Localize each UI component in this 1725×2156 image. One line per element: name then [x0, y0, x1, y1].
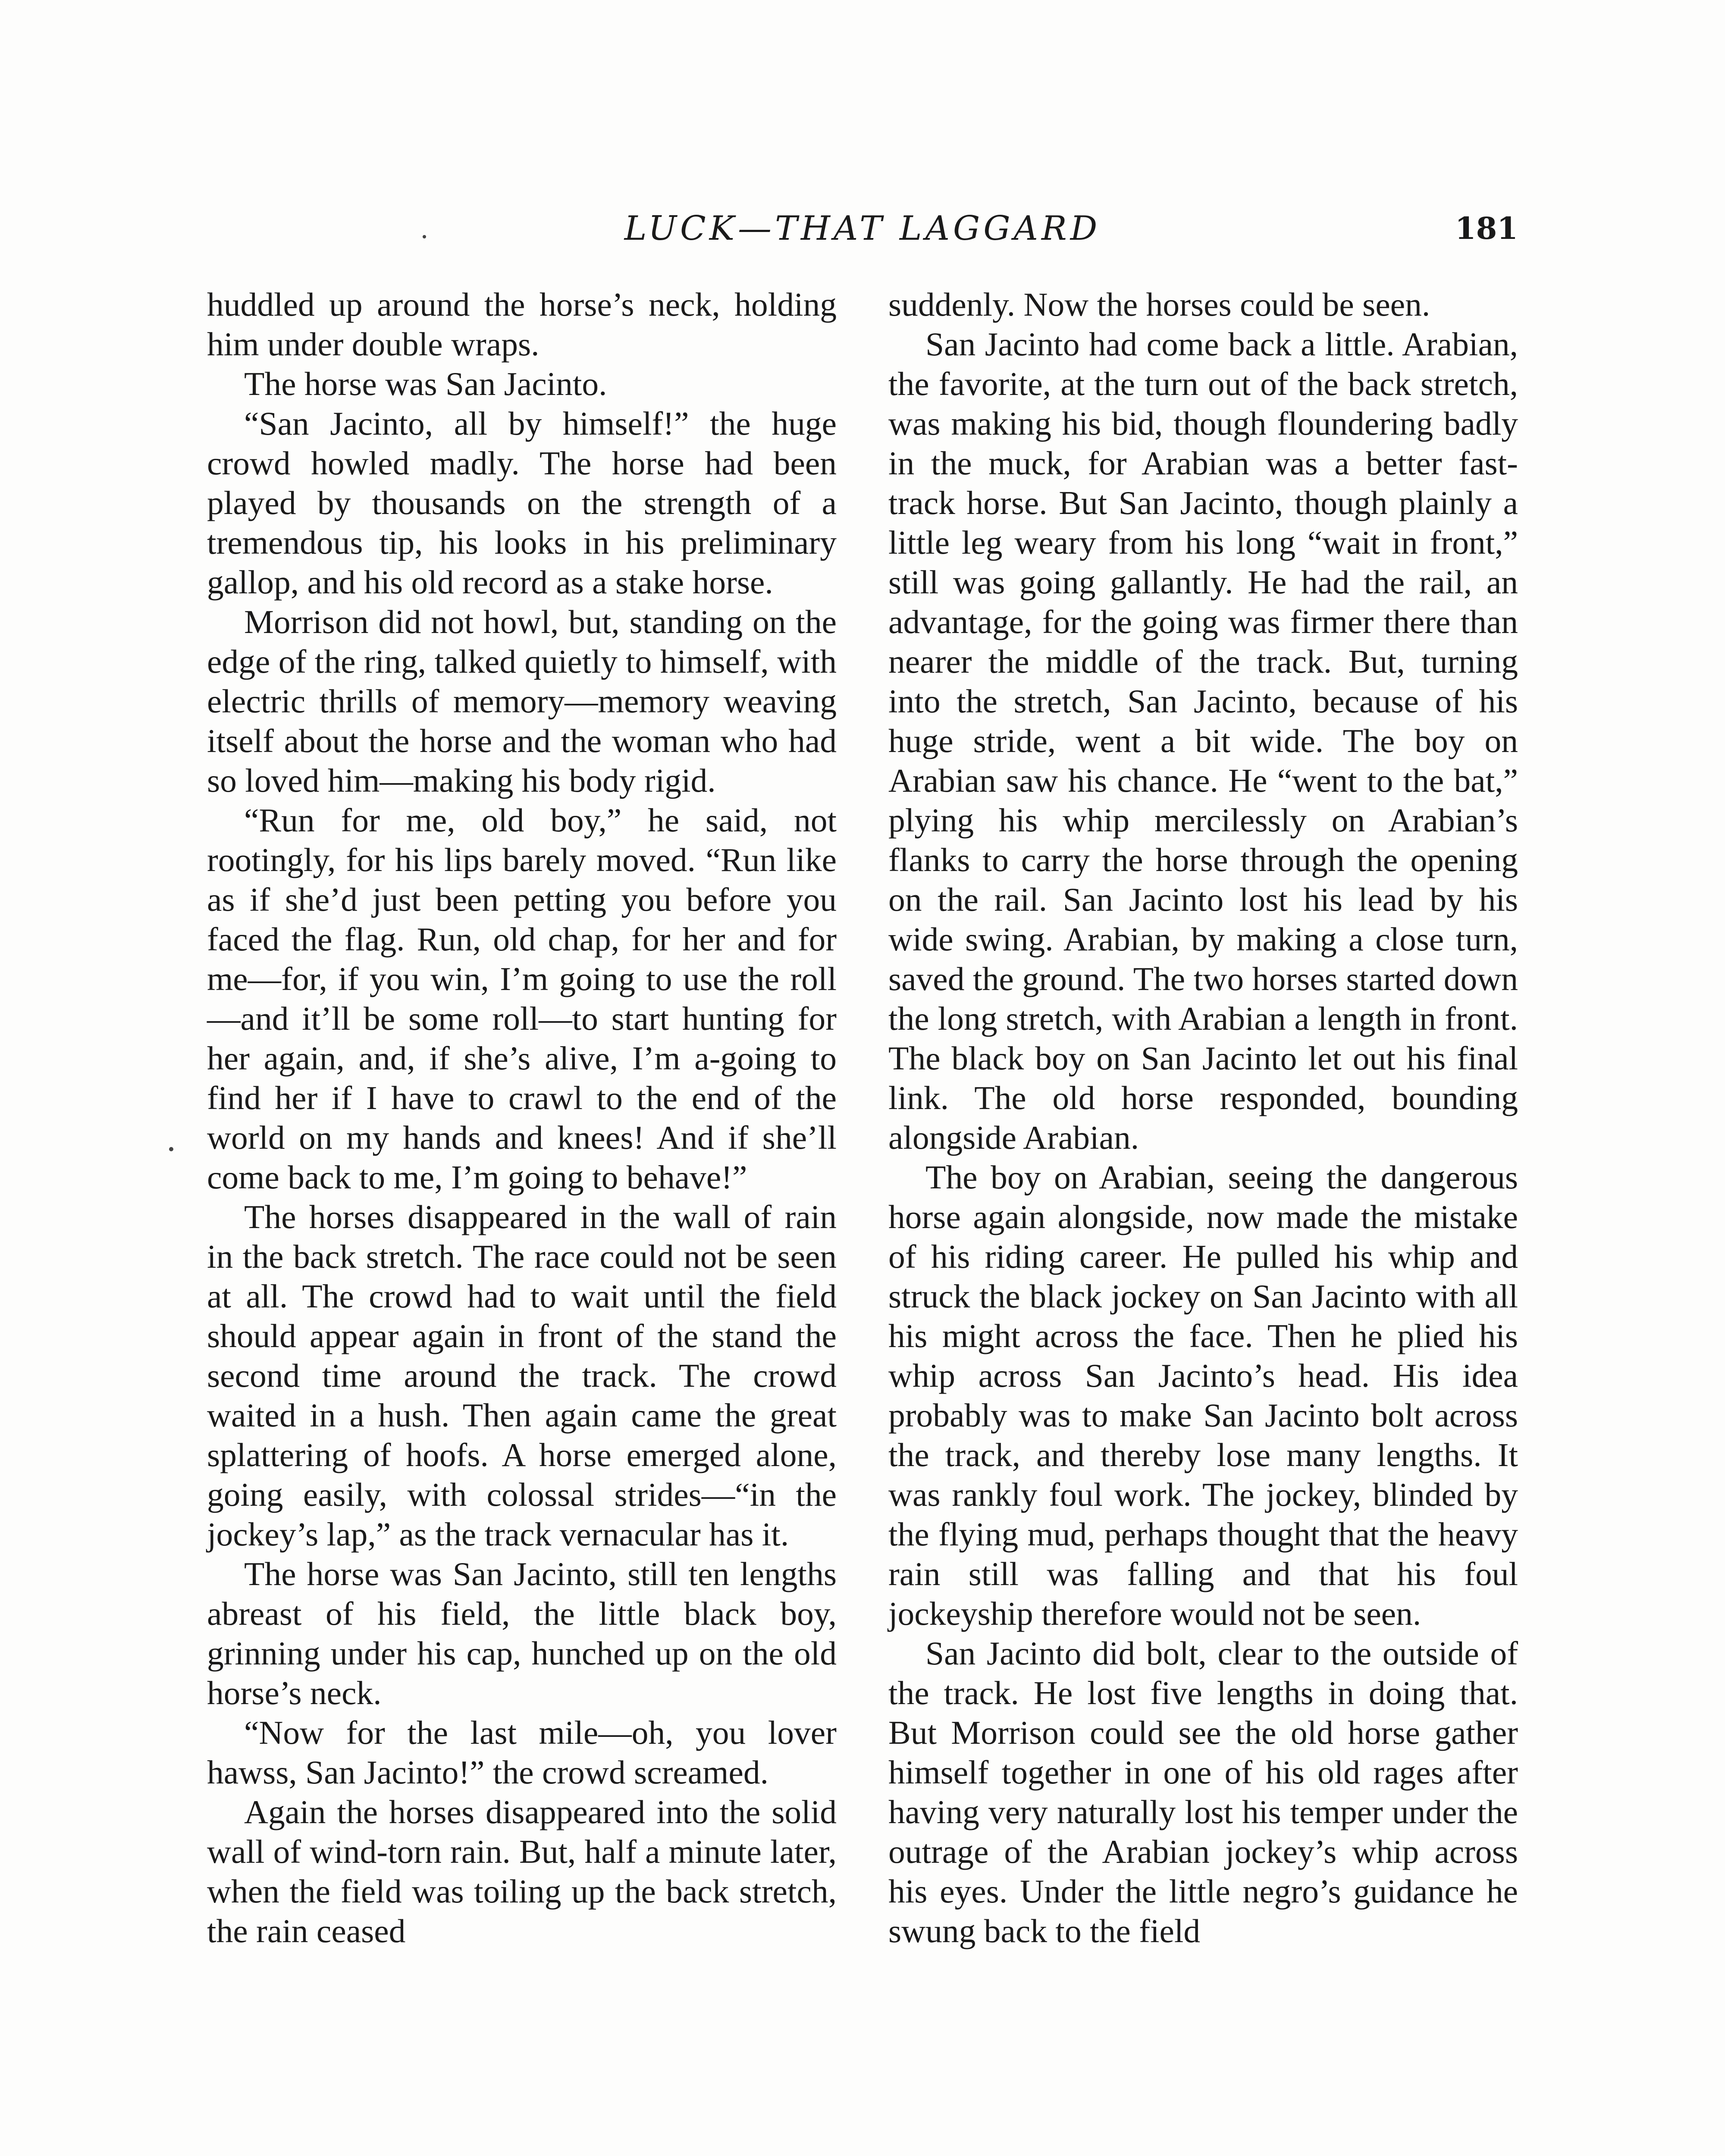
paragraph: Morrison did not howl, but, standing on the edge of the ring, talked quietly to himself, with electric thrills of memory—memory weaving itself about the horse and the woman who had so loved him—making his body rigid.: [207, 603, 837, 799]
paragraph: San Jacinto had come back a little. Arabian, the favorite, at the turn out of the back stretch, was making his bid, though floundering badly in the muck, for Arabian was a better fast-track horse. But San Jacinto, though plainly a little leg weary from his long “wait in front,” still was going gallantly. He had the rail, an advantage, for the going was firmer there than nearer the middle of the track. But, turning into the stretch, San Jacinto, because of his huge stride, went a bit wide. The boy on Arabian saw his chance. He “went to the bat,” plying his whip mercilessly on Arabian’s flanks to carry the horse through the opening on the rail. San Jacinto lost his lead by his wide swing. Arabian, by making a close turn, saved the ground. The two horses started down the long stretch, with Arabian a length in front. The black boy on San Jacinto let out his final link. The old horse responded, bounding alongside Arabian.: [888, 326, 1518, 1156]
paragraph: suddenly. Now the horses could be seen.: [888, 286, 1430, 323]
paragraph: “Run for me, old boy,” he said, not rootingly, for his lips barely moved. “Run like as if she’d just been petting you before you faced the flag. Run, old chap, for her and for me—for, if you win, I’m going to use the roll—and it’ll be some roll—to start hunting for her again, and, if she’s alive, I’m a-going to find her if I have to crawl to the end of the world on my hands and knees! And if she’ll come back to me, I’m going to behave!”: [207, 802, 837, 1196]
paragraph: The horses disappeared in the wall of rain in the back stretch. The race could not be seen at all. The crowd had to wait until the field should appear again in front of the stand the second time around the track. The crowd waited in a hush. Then again came the great splattering of hoofs. A horse emerged alone, going easily, with colossal strides—“in the jockey’s lap,” as the track vernacular has it.: [207, 1198, 837, 1553]
page-number: 181: [1455, 210, 1518, 246]
print-speck: [423, 235, 426, 238]
paragraph: San Jacinto did bolt, clear to the outside of the track. He lost five lengths in doing that. But Morrison could see the old horse gather himself together in one of his old rages after having very naturally lost his temper under the outrage of the Arabian jockey’s whip across his eyes. Under the little negro’s guidance he swung back to the field: [888, 1635, 1518, 1949]
paragraph: huddled up around the horse’s neck, holding him under double wraps.: [207, 286, 837, 363]
paragraph: The boy on Arabian, seeing the dangerous horse again alongside, now made the mistake of his riding career. He pulled his whip and struck the black jockey on San Jacinto with all his might across the face. Then he plied his whip across San Jacinto’s head. His idea probably was to make San Jacinto bolt across the track, and thereby lose many lengths. It was rankly foul work. The jockey, blinded by the flying mud, perhaps thought that the heavy rain still was falling and that his foul jockeyship therefore would not be seen.: [888, 1159, 1518, 1632]
left-column: [207, 285, 837, 2156]
right-column: [888, 285, 1518, 2156]
paragraph: The horse was San Jacinto.: [244, 365, 607, 402]
paragraph: “Now for the last mile—oh, you lover hawss, San Jacinto!” the crowd screamed.: [207, 1714, 837, 1791]
paragraph: Again the horses disappeared into the solid wall of wind-torn rain. But, half a minute later, when the field was toiling up the back stretch, the rain ceased: [207, 1793, 837, 1949]
print-speck: [169, 1147, 173, 1151]
paragraph: “San Jacinto, all by himself!” the huge crowd howled madly. The horse had been played by thousands on the strength of a tremendous tip, his looks in his preliminary gallop, and his old record as a stake horse.: [207, 405, 837, 601]
running-head: [207, 203, 1518, 254]
running-title: LUCK—THAT LAGGARD: [624, 209, 1101, 248]
paragraph: The horse was San Jacinto, still ten lengths abreast of his field, the little black boy, grinning under his cap, hunched up on the old horse’s neck.: [207, 1555, 837, 1711]
